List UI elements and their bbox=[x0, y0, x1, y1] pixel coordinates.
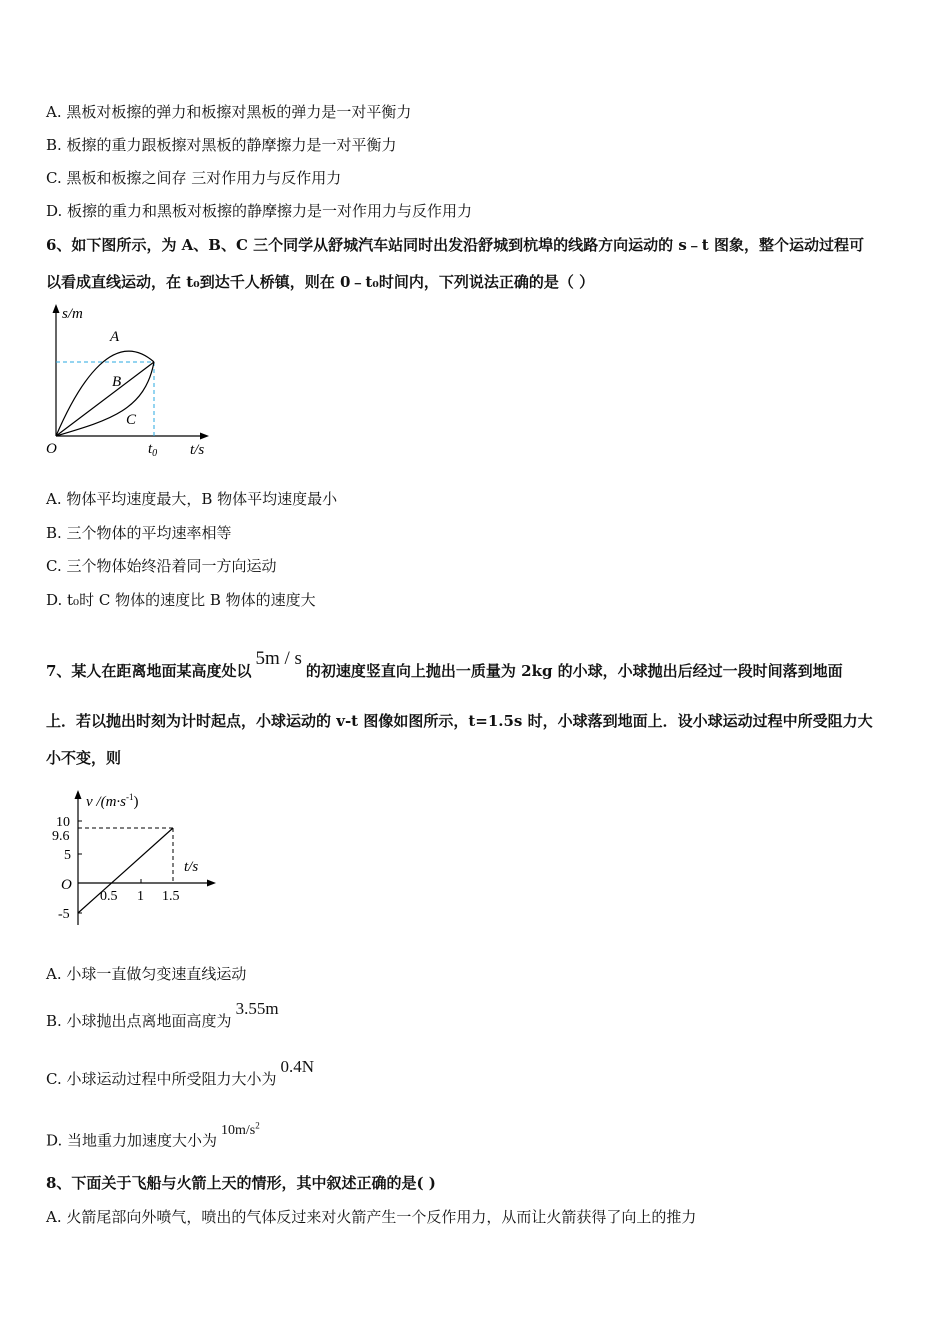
q5-option-c: C. 黑板和板擦之间存 三对作用力与反作用力 bbox=[46, 169, 342, 187]
q7-option-d bbox=[46, 1120, 260, 1153]
q7-stem-line2: 上．若以抛出时刻为计时起点，小球运动的 v-t 图像如图所示，t=1.5s 时，小球落到地面上．设小球运动过程中所受阻力大 bbox=[46, 712, 873, 730]
q7-y-tick: 5 bbox=[64, 848, 71, 863]
q6-stem-line2: 以看成直线运动，在 t₀到达千人桥镇，则在 0﹣t₀时间内，下列说法正确的是（ ） bbox=[46, 273, 595, 291]
q6-option-d: D. t₀时 C 物体的速度比 B 物体的速度大 bbox=[46, 591, 316, 609]
q7-x-tick: 0.5 bbox=[100, 889, 118, 904]
q7-option-b-value: 3.55m bbox=[235, 999, 279, 1018]
q7-y-axis-label: v $/(m\cdot s^{-1})$ bbox=[86, 792, 139, 810]
q7-stem-line3: 小不变，则 bbox=[46, 749, 122, 767]
q5-option-a: A. 黑板对板擦的弹力和板擦对黑板的弹力是一对平衡力 bbox=[46, 103, 412, 121]
q6-curve-b-label: B bbox=[112, 374, 122, 390]
q7-stem-line1 bbox=[46, 648, 843, 681]
q6-curve-c-label: C bbox=[126, 412, 137, 428]
q7-option-c-value: 0.4N bbox=[280, 1057, 315, 1076]
q7-option-a: A. 小球一直做匀变速直线运动 bbox=[46, 965, 247, 983]
q7-v-t-graph bbox=[52, 785, 222, 930]
q6-y-axis-label: s/m bbox=[62, 306, 83, 322]
q6-curve-a-label: A bbox=[110, 329, 120, 345]
q7-x-axis-label: t/s bbox=[184, 859, 199, 875]
q6-t0-label: $t_0$ bbox=[148, 441, 158, 459]
q6-s-t-graph bbox=[40, 300, 220, 465]
q6-origin-label: O bbox=[46, 441, 57, 457]
q6-option-b: B. 三个物体的平均速率相等 bbox=[46, 524, 232, 542]
q7-x-tick: 1.5 bbox=[162, 889, 180, 904]
q7-option-c bbox=[46, 1057, 315, 1089]
q7-option-b bbox=[46, 999, 279, 1031]
q8-stem: 8、下面关于飞船与火箭上天的情形，其中叙述正确的是( ) bbox=[46, 1174, 436, 1192]
q8-option-a: A. 火箭尾部向外喷气，喷出的气体反过来对火箭产生一个反作用力，从而让火箭获得了向上的推力 bbox=[46, 1208, 697, 1226]
q6-x-axis-label: t/s bbox=[190, 442, 205, 458]
q6-stem-line1: 6、如下图所示，为 A、B、C 三个同学从舒城汽车站同时出发沿舒城到杭埠的线路方向运动的 s﹣t 图象，整个运动过程可 bbox=[46, 236, 864, 254]
q7-stem-line1-post: 的初速度竖直向上抛出一质量为 2kg 的小球，小球抛出后经过一段时间落到地面 bbox=[305, 662, 843, 680]
q7-y-tick: -5 bbox=[58, 907, 70, 922]
q5-option-d: D. 板擦的重力和黑板对板擦的静摩擦力是一对作用力与反作用力 bbox=[46, 202, 473, 220]
q7-option-d-text: D. 当地重力加速度大小为 bbox=[46, 1131, 218, 1150]
q7-y-tick: 10 bbox=[56, 815, 70, 830]
q7-origin-label: O bbox=[61, 877, 72, 893]
q5-option-b: B. 板擦的重力跟板擦对黑板的静摩擦力是一对平衡力 bbox=[46, 136, 397, 154]
q7-option-b-text: B. 小球抛出点离地面高度为 bbox=[46, 1012, 232, 1030]
q7-stem-line1-pre: 7、某人在距离地面某高度处以 bbox=[46, 662, 252, 680]
q7-option-c-text: C. 小球运动过程中所受阻力大小为 bbox=[46, 1070, 277, 1088]
q7-option-d-value: $10m/s^2$ bbox=[221, 1120, 260, 1138]
q7-y-tick: 9.6 bbox=[52, 829, 70, 844]
q7-initial-speed: 5m / s bbox=[255, 648, 302, 669]
q6-option-c: C. 三个物体始终沿着同一方向运动 bbox=[46, 557, 277, 575]
q6-option-a: A. 物体平均速度最大，B 物体平均速度最小 bbox=[46, 490, 338, 508]
q7-x-tick: 1 bbox=[137, 889, 144, 904]
